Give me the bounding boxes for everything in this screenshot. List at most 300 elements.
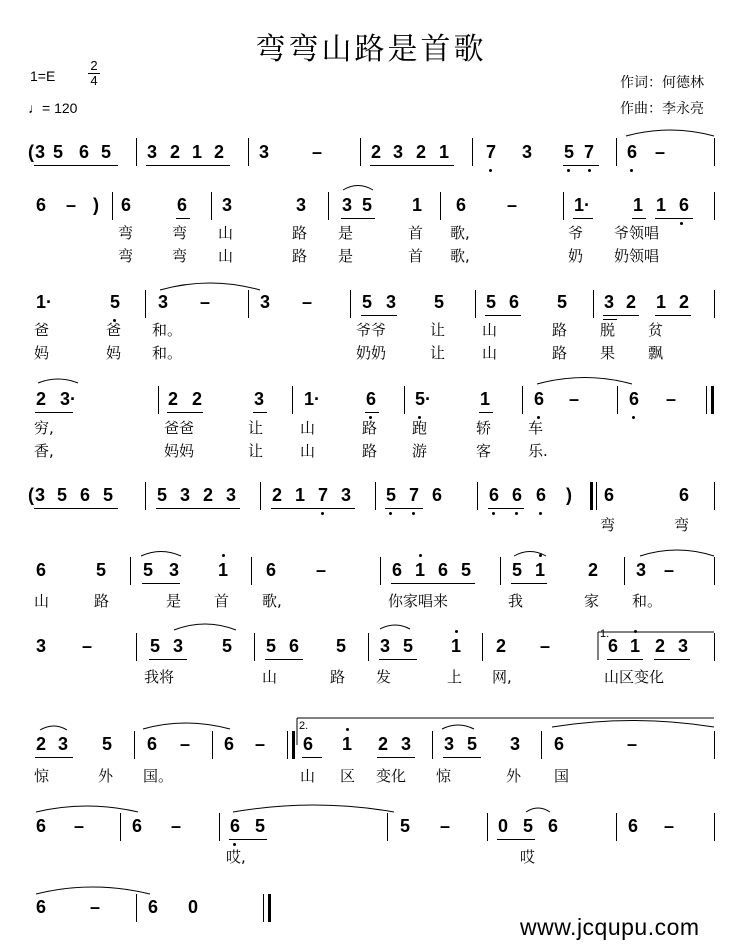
underline bbox=[34, 165, 118, 166]
note: 6 bbox=[132, 816, 143, 836]
note: 6 bbox=[679, 195, 690, 215]
lyric: 和。 bbox=[632, 592, 663, 610]
lyric: 山 bbox=[482, 344, 498, 362]
note: 5 bbox=[103, 485, 114, 505]
note: 2 bbox=[588, 560, 599, 580]
slur bbox=[233, 805, 394, 812]
lyric: 山 bbox=[300, 419, 316, 437]
underline bbox=[35, 412, 73, 413]
lyric: 首 bbox=[408, 224, 424, 242]
note: 5 bbox=[434, 292, 445, 312]
note: 6 bbox=[456, 195, 467, 215]
lyric: 奶 bbox=[568, 247, 584, 265]
dot bbox=[222, 554, 225, 557]
note: 5 bbox=[222, 636, 233, 656]
note: 5 bbox=[110, 292, 121, 312]
barline bbox=[616, 813, 617, 841]
underline bbox=[370, 165, 454, 166]
note: 3 bbox=[296, 195, 307, 215]
note: 3 bbox=[604, 292, 615, 312]
lyric: 山 bbox=[34, 592, 50, 610]
note: 6 bbox=[536, 485, 547, 505]
lyric: 爷爷 bbox=[356, 321, 387, 339]
dot bbox=[634, 630, 637, 633]
note: 2 bbox=[36, 734, 47, 754]
barline bbox=[440, 192, 441, 220]
note: 5 bbox=[400, 816, 411, 836]
note: 6 bbox=[509, 292, 520, 312]
note: 5 bbox=[336, 636, 347, 656]
repeat-barline bbox=[711, 386, 714, 414]
lyric: 上 bbox=[447, 668, 463, 686]
note: 2 bbox=[371, 142, 382, 162]
underline bbox=[488, 508, 524, 509]
note: 3 bbox=[226, 485, 237, 505]
lyric: 爷领唱 bbox=[614, 224, 660, 242]
barline bbox=[360, 138, 361, 166]
underline bbox=[379, 659, 417, 660]
barline bbox=[714, 290, 715, 318]
barline bbox=[263, 894, 264, 922]
lyric: 路 bbox=[552, 321, 568, 339]
underline bbox=[365, 412, 379, 413]
slur bbox=[174, 624, 236, 630]
lyric: 国 bbox=[554, 767, 570, 785]
note: 5 bbox=[101, 142, 112, 162]
note: 3 bbox=[380, 636, 391, 656]
slur bbox=[343, 186, 373, 191]
barline bbox=[380, 557, 381, 585]
note: 6 bbox=[512, 485, 523, 505]
lyric: 山 bbox=[218, 247, 234, 265]
time-bottom: 4 bbox=[90, 73, 98, 88]
underline bbox=[654, 659, 690, 660]
slur bbox=[36, 887, 150, 894]
barline bbox=[477, 482, 478, 510]
lyric: 路 bbox=[362, 419, 378, 437]
underline bbox=[563, 165, 599, 166]
lyric: 路 bbox=[292, 224, 308, 242]
lyric: 山 bbox=[218, 224, 234, 242]
note: 5· bbox=[415, 389, 432, 409]
note: 6 bbox=[36, 560, 47, 580]
repeat-barline bbox=[292, 731, 295, 759]
note: 5 bbox=[96, 560, 107, 580]
note: 3 bbox=[259, 142, 270, 162]
note: 6 bbox=[36, 816, 47, 836]
note: 2 bbox=[168, 389, 179, 409]
note: – bbox=[664, 560, 675, 580]
note: 0 bbox=[498, 816, 509, 836]
underline bbox=[271, 508, 355, 509]
time-top: 2 bbox=[90, 58, 98, 73]
note: 5 bbox=[386, 485, 397, 505]
underline bbox=[607, 659, 643, 660]
lyric: 歌, bbox=[450, 247, 470, 265]
underline bbox=[253, 412, 267, 413]
barline bbox=[617, 386, 618, 414]
note: 6 bbox=[604, 485, 615, 505]
note: 6 bbox=[224, 734, 235, 754]
underline bbox=[603, 315, 639, 316]
note: 2 bbox=[272, 485, 283, 505]
note: 1 bbox=[412, 195, 423, 215]
note: 6 bbox=[554, 734, 565, 754]
lyric: 是 bbox=[166, 592, 182, 610]
underline bbox=[511, 583, 547, 584]
lyric: 穷, bbox=[34, 419, 54, 437]
slur bbox=[537, 378, 632, 385]
barline bbox=[387, 813, 388, 841]
barline bbox=[136, 138, 137, 166]
barline bbox=[593, 290, 594, 318]
barline bbox=[714, 482, 715, 510]
lyric: 哎, bbox=[226, 848, 246, 866]
dot bbox=[567, 169, 570, 172]
note: 1 bbox=[451, 636, 462, 656]
barline bbox=[219, 813, 220, 841]
note: 6 bbox=[628, 816, 639, 836]
lyric: 山 bbox=[300, 767, 316, 785]
note: 3 bbox=[342, 195, 353, 215]
lyric: 弯 bbox=[172, 224, 188, 242]
lyric: 山 bbox=[482, 321, 498, 339]
dot bbox=[515, 512, 518, 515]
quarter-note-icon: ♩ bbox=[28, 100, 42, 116]
barline bbox=[522, 386, 523, 414]
underline bbox=[142, 583, 180, 584]
note: 6 bbox=[629, 389, 640, 409]
underline bbox=[479, 412, 493, 413]
lyric: 妈妈 bbox=[164, 442, 195, 460]
note: 1 bbox=[535, 560, 546, 580]
barline bbox=[616, 138, 617, 166]
lyric: 哎 bbox=[520, 848, 536, 866]
barline bbox=[368, 633, 369, 661]
note: 3 bbox=[444, 734, 455, 754]
note: 1 bbox=[218, 560, 229, 580]
note: 5 bbox=[157, 485, 168, 505]
slur bbox=[626, 130, 714, 136]
note: – bbox=[627, 734, 638, 754]
lyric: 弯 bbox=[674, 516, 690, 534]
underline bbox=[632, 218, 646, 219]
note: 5 bbox=[467, 734, 478, 754]
note: 6 bbox=[36, 897, 47, 917]
note: 6 bbox=[392, 560, 403, 580]
note: 2 bbox=[36, 389, 47, 409]
barline bbox=[260, 482, 261, 510]
slur bbox=[40, 726, 67, 730]
barline bbox=[251, 557, 252, 585]
note: – bbox=[90, 897, 101, 917]
key-signature: 1=E bbox=[30, 68, 56, 84]
barline bbox=[248, 138, 249, 166]
note: 3 bbox=[393, 142, 404, 162]
lyric: 爷 bbox=[568, 224, 584, 242]
barline bbox=[541, 731, 542, 759]
note: 5 bbox=[557, 292, 568, 312]
dot bbox=[455, 630, 458, 633]
lyric: 让 bbox=[248, 442, 264, 460]
note: 5 bbox=[486, 292, 497, 312]
note: 3 bbox=[254, 389, 265, 409]
song-title: 弯弯山路是首歌 bbox=[255, 32, 487, 67]
lyric: 路 bbox=[552, 344, 568, 362]
slur bbox=[38, 379, 78, 383]
note: ) bbox=[93, 195, 99, 215]
note: 3 bbox=[169, 560, 180, 580]
note: 1 bbox=[415, 560, 426, 580]
note: 6 bbox=[266, 560, 277, 580]
note: ( bbox=[28, 142, 34, 162]
note: 7 bbox=[584, 142, 595, 162]
note: 3 bbox=[35, 485, 46, 505]
barline bbox=[487, 813, 488, 841]
note: 6 bbox=[534, 389, 545, 409]
underline bbox=[573, 218, 593, 219]
note: – bbox=[316, 560, 327, 580]
note: 0 bbox=[188, 897, 199, 917]
note: 6 bbox=[230, 816, 241, 836]
lyric: 惊 bbox=[436, 767, 452, 785]
lyric: 路 bbox=[362, 442, 378, 460]
lyricist-credit: 作词：何德林 bbox=[620, 75, 704, 91]
note: 5 bbox=[150, 636, 161, 656]
underline bbox=[377, 757, 415, 758]
note: 6 bbox=[679, 485, 690, 505]
underline bbox=[35, 757, 73, 758]
note: ) bbox=[566, 485, 572, 505]
note: 3 bbox=[636, 560, 647, 580]
underline bbox=[443, 757, 481, 758]
dot bbox=[321, 512, 324, 515]
lyric: 路 bbox=[94, 592, 110, 610]
lyric: 让 bbox=[248, 419, 264, 437]
note: 6 bbox=[121, 195, 132, 215]
lyric: 果 bbox=[600, 344, 616, 362]
note: 5 bbox=[461, 560, 472, 580]
lyric: 奶奶 bbox=[356, 344, 387, 362]
dot bbox=[588, 169, 591, 172]
lyric: 妈 bbox=[106, 344, 122, 362]
note: – bbox=[180, 734, 191, 754]
note: 1 bbox=[656, 292, 667, 312]
lyric: 发 bbox=[376, 668, 392, 686]
note: 6 bbox=[36, 195, 47, 215]
lyric: 香, bbox=[34, 442, 54, 460]
lyric: 弯 bbox=[118, 224, 134, 242]
barline bbox=[212, 731, 213, 759]
underline bbox=[34, 508, 118, 509]
dot bbox=[412, 512, 415, 515]
dot bbox=[419, 554, 422, 557]
barline bbox=[714, 192, 715, 220]
volta-1-label: 1. bbox=[600, 628, 610, 640]
note: 1 bbox=[342, 734, 353, 754]
lyric: 车 bbox=[528, 419, 544, 437]
slur bbox=[640, 550, 714, 556]
barline bbox=[112, 192, 113, 220]
note: 6 bbox=[80, 485, 91, 505]
lyric: 爸爸 bbox=[164, 419, 195, 437]
note: 5 bbox=[523, 816, 534, 836]
note: – bbox=[255, 734, 266, 754]
lyric: 山 bbox=[262, 668, 278, 686]
note: 3 bbox=[386, 292, 397, 312]
note: 6 bbox=[148, 897, 159, 917]
note: 3 bbox=[260, 292, 271, 312]
site-watermark: www.jcqupu.com bbox=[520, 914, 700, 940]
note: 3 bbox=[158, 292, 169, 312]
note: 6 bbox=[432, 485, 443, 505]
barline bbox=[624, 557, 625, 585]
note: – bbox=[540, 636, 551, 656]
barline bbox=[563, 192, 564, 220]
lyric: 路 bbox=[330, 668, 346, 686]
lyric: 妈 bbox=[34, 344, 50, 362]
note: – bbox=[82, 636, 93, 656]
barline bbox=[375, 482, 376, 510]
note: 2 bbox=[192, 389, 203, 409]
note: 2 bbox=[378, 734, 389, 754]
underline bbox=[176, 218, 190, 219]
barline bbox=[596, 482, 597, 510]
note: 2 bbox=[679, 292, 690, 312]
note: 5 bbox=[564, 142, 575, 162]
lyric: 爸 bbox=[106, 321, 122, 339]
note: – bbox=[655, 142, 666, 162]
dot bbox=[632, 416, 635, 419]
volta-2-label: 2. bbox=[299, 720, 309, 732]
dot bbox=[389, 512, 392, 515]
note: 7 bbox=[409, 485, 420, 505]
note: 6 bbox=[303, 734, 314, 754]
note: 1 bbox=[439, 142, 450, 162]
barline bbox=[404, 386, 405, 414]
slur bbox=[552, 721, 714, 728]
note: 5 bbox=[53, 142, 64, 162]
note: 5 bbox=[102, 734, 113, 754]
note: 3 bbox=[522, 142, 533, 162]
note: 6 bbox=[366, 389, 377, 409]
barline bbox=[328, 192, 329, 220]
barline bbox=[254, 633, 255, 661]
lyric: 轿 bbox=[476, 419, 492, 437]
note: 1 bbox=[295, 485, 306, 505]
lyric: 游 bbox=[412, 442, 428, 460]
note: – bbox=[200, 292, 211, 312]
note: 3 bbox=[401, 734, 412, 754]
barline bbox=[158, 386, 159, 414]
note: 5 bbox=[266, 636, 277, 656]
barline bbox=[714, 813, 715, 841]
dot bbox=[539, 512, 542, 515]
underline bbox=[229, 839, 267, 840]
tempo-value: = 120 bbox=[42, 100, 78, 116]
note: 6 bbox=[79, 142, 90, 162]
dot bbox=[492, 512, 495, 515]
lyric: 山区变化 bbox=[604, 668, 665, 686]
barline bbox=[706, 386, 707, 414]
lyric: 弯 bbox=[118, 247, 134, 265]
slur bbox=[143, 723, 230, 729]
lyric: 是 bbox=[338, 247, 354, 265]
barline bbox=[287, 731, 288, 759]
note: 6 bbox=[548, 816, 559, 836]
note: – bbox=[440, 816, 451, 836]
barline bbox=[714, 731, 715, 759]
note: 6 bbox=[627, 142, 638, 162]
note: 3 bbox=[678, 636, 689, 656]
repeat-barline bbox=[590, 482, 593, 510]
barline bbox=[248, 290, 249, 318]
note: – bbox=[569, 389, 580, 409]
underline bbox=[265, 659, 303, 660]
note: 2 bbox=[655, 636, 666, 656]
barline bbox=[130, 557, 131, 585]
note: 1 bbox=[192, 142, 203, 162]
barline bbox=[120, 813, 121, 841]
note: 5 bbox=[403, 636, 414, 656]
note: 7 bbox=[486, 142, 497, 162]
note: – bbox=[507, 195, 518, 215]
note: 5 bbox=[362, 292, 373, 312]
note: 6 bbox=[177, 195, 188, 215]
lyric: 乐. bbox=[528, 442, 548, 460]
lyric: 让 bbox=[430, 321, 446, 339]
underline bbox=[655, 218, 693, 219]
lyric: 和。 bbox=[152, 344, 183, 362]
note: 2 bbox=[214, 142, 225, 162]
note: 5 bbox=[512, 560, 523, 580]
note: 2 bbox=[416, 142, 427, 162]
underline bbox=[167, 412, 203, 413]
barline bbox=[714, 557, 715, 585]
note: 5 bbox=[57, 485, 68, 505]
barline bbox=[136, 894, 137, 922]
underline bbox=[146, 165, 230, 166]
barline bbox=[292, 386, 293, 414]
lyric: 歌, bbox=[262, 592, 282, 610]
underline bbox=[302, 757, 322, 758]
lyric: 奶领唱 bbox=[614, 247, 660, 265]
lyric: 区 bbox=[340, 767, 356, 785]
lyric: 外 bbox=[98, 767, 114, 785]
lyric: 是 bbox=[338, 224, 354, 242]
note: 3 bbox=[147, 142, 158, 162]
lyric: 贫 bbox=[648, 321, 664, 339]
note: 1· bbox=[36, 292, 53, 312]
note: 3 bbox=[58, 734, 69, 754]
underline bbox=[391, 583, 475, 584]
barline bbox=[714, 138, 715, 166]
lyric: 山 bbox=[300, 442, 316, 460]
note: 3 bbox=[36, 636, 47, 656]
barline bbox=[472, 138, 473, 166]
lyric: 国。 bbox=[143, 767, 174, 785]
barline bbox=[500, 557, 501, 585]
barline bbox=[211, 192, 212, 220]
lyric: 让 bbox=[430, 344, 446, 362]
barline bbox=[475, 290, 476, 318]
lyric: 歌, bbox=[450, 224, 470, 242]
note: 3 bbox=[35, 142, 46, 162]
dot bbox=[346, 728, 349, 731]
slur bbox=[526, 808, 550, 812]
lyric: 我将 bbox=[144, 668, 175, 686]
slur bbox=[36, 806, 138, 812]
